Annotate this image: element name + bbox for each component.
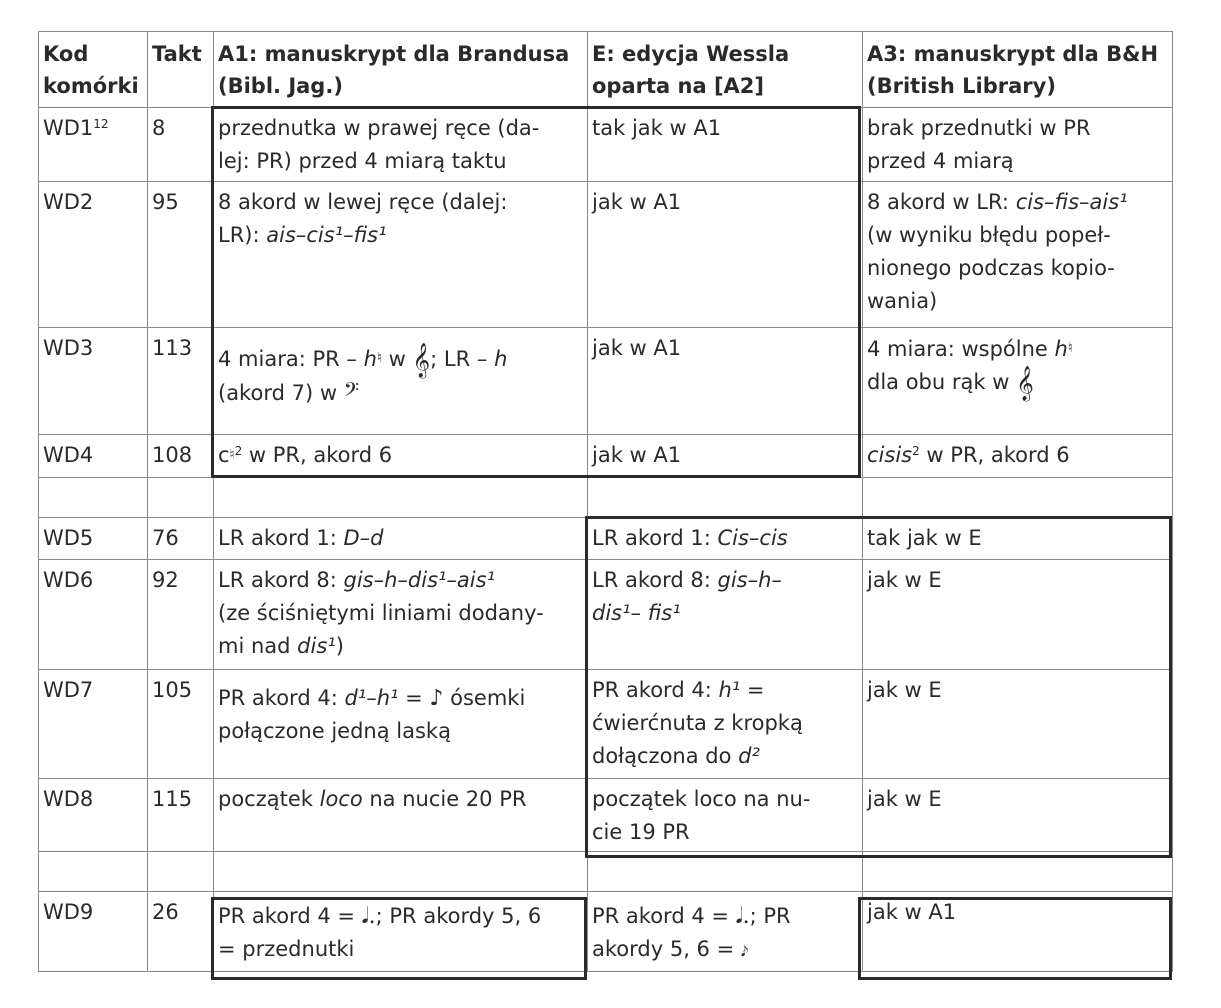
table-row — [39, 892, 1173, 972]
dotted-quarter-note-icon: 𝅘𝅥. — [735, 904, 750, 929]
cell-code: WD2 — [39, 182, 148, 328]
cell-a1: 4 miara: PR – h♮ w 𝄞; LR – h (akord 7) w 𝄢 — [214, 328, 588, 435]
spacer-row — [39, 852, 1173, 892]
variants-table — [38, 31, 1173, 972]
header-e: E: edycja Wessla oparta na [A2] — [588, 32, 863, 108]
cell-e: jak w A1 — [588, 328, 863, 435]
cell-a3: brak przednutki w PR przed 4 miarą — [863, 108, 1173, 182]
eighth-note-icon: ♪ — [429, 686, 444, 711]
cell-takt: 95 — [148, 182, 214, 328]
dotted-quarter-note-icon: 𝅘𝅥. — [361, 904, 376, 929]
cell-e: PR akord 4: h¹ = ćwierćnuta z kropką dołączona do d² — [588, 670, 863, 779]
treble-clef-icon: 𝄞 — [1016, 366, 1034, 401]
header-a1: A1: manuskrypt dla Brandusa (Bibl. Jag.) — [214, 32, 588, 108]
cell-a3: 4 miara: wspólne h♮ dla obu rąk w 𝄞 — [863, 328, 1173, 435]
natural-sign-icon: ♮ — [229, 447, 235, 463]
table-row — [39, 108, 1173, 182]
table-header-row — [39, 32, 1173, 108]
cell-takt: 26 — [148, 892, 214, 972]
table-row — [39, 328, 1173, 435]
cell-a3: cisis$^2$ w PR, akord 6 — [863, 435, 1173, 478]
cell-a3: jak w E — [863, 560, 1173, 670]
cell-a3: jak w E — [863, 670, 1173, 779]
header-takt: Takt — [148, 32, 214, 108]
cell-a1: PR akord 4 = 𝅘𝅥.; PR akordy 5, 6 = przednutki — [214, 892, 588, 972]
table-row — [39, 670, 1173, 779]
spacer-row — [39, 478, 1173, 518]
cell-code: WD4 — [39, 435, 148, 478]
cell-a1: 8 akord w lewej ręce (dalej: LR): ais–cis¹–fis¹ — [214, 182, 588, 328]
table-row — [39, 518, 1173, 560]
cell-takt: 8 — [148, 108, 214, 182]
cell-code: $WD1^{12}$ — [39, 108, 148, 182]
grace-note-icon: 𝆔 — [740, 937, 749, 962]
cell-e: LR akord 1: Cis–cis — [588, 518, 863, 560]
header-a3: A3: manuskrypt dla B&H (British Library) — [863, 32, 1173, 108]
cell-code: WD9 — [39, 892, 148, 972]
cell-takt: 108 — [148, 435, 214, 478]
cell-a3: jak w E — [863, 779, 1173, 852]
cell-takt: 92 — [148, 560, 214, 670]
cell-a3: jak w A1 — [863, 892, 1173, 972]
cell-code: WD8 — [39, 779, 148, 852]
cell-a1: LR akord 8: gis–h–dis¹–ais¹ (ze ściśniętymi liniami dodany- mi nad dis¹) — [214, 560, 588, 670]
header-code: Kod komórki — [39, 32, 148, 108]
cell-takt: 115 — [148, 779, 214, 852]
cell-a1: LR akord 1: D–d — [214, 518, 588, 560]
cell-code: WD6 — [39, 560, 148, 670]
cell-e: PR akord 4 = 𝅘𝅥.; PR akordy 5, 6 = 𝆔 — [588, 892, 863, 972]
cell-takt: 76 — [148, 518, 214, 560]
cell-code: WD5 — [39, 518, 148, 560]
cell-a1: początek loco na nucie 20 PR — [214, 779, 588, 852]
bass-clef-icon: 𝄢 — [343, 378, 360, 406]
table-row — [39, 779, 1173, 852]
cell-e: początek loco na nu- cie 19 PR — [588, 779, 863, 852]
cell-e: LR akord 8: gis–h– dis¹– fis¹ — [588, 560, 863, 670]
natural-sign-icon: ♮ — [1067, 340, 1073, 356]
cell-e: jak w A1 — [588, 435, 863, 478]
cell-a1: przednutka w prawej ręce (da- lej: PR) przed 4 miarą taktu — [214, 108, 588, 182]
table-row — [39, 182, 1173, 328]
cell-e: jak w A1 — [588, 182, 863, 328]
table-row — [39, 560, 1173, 670]
cell-takt: 113 — [148, 328, 214, 435]
cell-code: WD7 — [39, 670, 148, 779]
treble-clef-icon: 𝄞 — [412, 343, 431, 378]
cell-a3: 8 akord w LR: cis–fis–ais¹ (w wyniku błędu popeł- nionego podczas kopio- wania) — [863, 182, 1173, 328]
natural-sign-icon: ♮ — [376, 350, 382, 366]
cell-a3: tak jak w E — [863, 518, 1173, 560]
cell-a1: c♮$^2$ w PR, akord 6 — [214, 435, 588, 478]
cell-a1: PR akord 4: d¹–h¹ = ♪ ósemki połączone jedną laską — [214, 670, 588, 779]
cell-code: WD3 — [39, 328, 148, 435]
table-row — [39, 435, 1173, 478]
cell-e: tak jak w A1 — [588, 108, 863, 182]
cell-takt: 105 — [148, 670, 214, 779]
